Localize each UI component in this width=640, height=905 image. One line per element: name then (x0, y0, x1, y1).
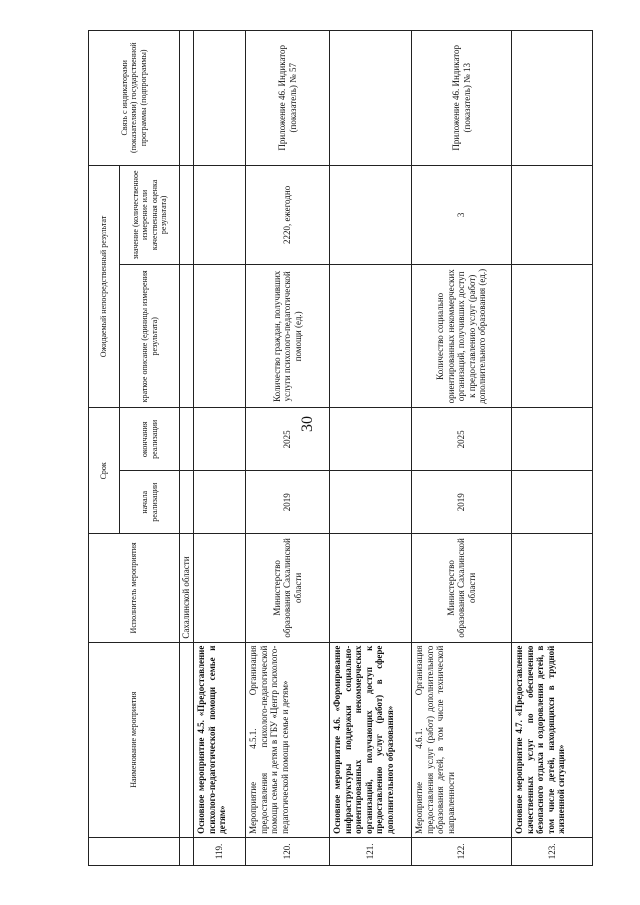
row-short: Количество социально ориентированных некоммерческих организаций, получивших доступ к предоставлению услуг (работ) дополнительного образования (ед.) (412, 265, 512, 408)
top-fragment: Сахалинской области (180, 534, 194, 642)
row-number: 121. (330, 837, 412, 865)
events-table (88, 30, 593, 866)
row-number: 122. (412, 837, 512, 865)
row-start: 2019 (246, 471, 330, 534)
row-link: Приложение 46. Индикатор (показатель) № 13 (412, 31, 512, 166)
header-start: начала реализации (120, 471, 180, 534)
row-name: Основное мероприятие 4.5. «Предоставление психолого-педагогической помощи семье и детям» (194, 642, 246, 837)
header-num (89, 837, 180, 865)
row-end: 2025 (412, 408, 512, 471)
row-start: 2019 (412, 471, 512, 534)
row-value: 3 (412, 165, 512, 265)
header-name: Наименование мероприятия (89, 642, 180, 837)
row-name: Основное мероприятие 4.6. «Формирование инфраструктуры поддержки социально-ориентированных некоммерческих организаций, получающих доступ к предоставлению услуг (работ) в сфере дополнительного образования» (330, 642, 412, 837)
row-executor: Министерство образования Сахалинской области (246, 534, 330, 642)
page-number: 30 (299, 416, 316, 432)
header-short: краткое описание (единицы измерения результата) (120, 265, 180, 408)
row-value: 2220, ежегодно (246, 165, 330, 265)
table-row (412, 31, 512, 866)
row-name: Мероприятие 4.6.1. Организация предоставления услуг (работ) дополнительного образования детей, в том числе технической направленности (412, 642, 512, 837)
row-end: 2025 (246, 408, 330, 471)
header-result: Ожидаемый непосредственный результат (89, 165, 120, 408)
header-end: окончания реализации (120, 408, 180, 471)
row-number: 123. (512, 837, 593, 865)
row-number: 119. (194, 837, 246, 865)
row-number: 120. (246, 837, 330, 865)
row-name: Мероприятие 4.5.1. Организация предоставления психолого-педагогической помощи семье и детям в ГБУ «Центр психолого-педагогической помощи семье и детям» (246, 642, 330, 837)
table-row (330, 31, 412, 866)
table-row (194, 31, 246, 866)
header-value: значение (количественное измерение или качественная оценка результата) (120, 165, 180, 265)
header-executor: Исполнитель мероприятия (89, 534, 180, 642)
rotated-table (88, 30, 593, 866)
table-row (246, 31, 330, 866)
row-short: Количество граждан, получивших услуги психолого-педагогической помощи (ед.) (246, 265, 330, 408)
header-term: Срок (89, 408, 120, 534)
header-link: Связь с индикаторами (показателями) государственной программы (подпрограммы) (89, 31, 180, 166)
table-row (512, 31, 593, 866)
row-name: Основное мероприятие 4.7. «Предоставление качественных услуг по обеспечению безопасного отдыха и оздоровления детей, в том числе детей, находящихся в трудной жизненной ситуации» (512, 642, 593, 837)
row-executor: Министерство образования Сахалинской области (412, 534, 512, 642)
row-link: Приложение 46. Индикатор (показатель) № 57 (246, 31, 330, 166)
rotated-table-wrapper (88, 30, 593, 866)
